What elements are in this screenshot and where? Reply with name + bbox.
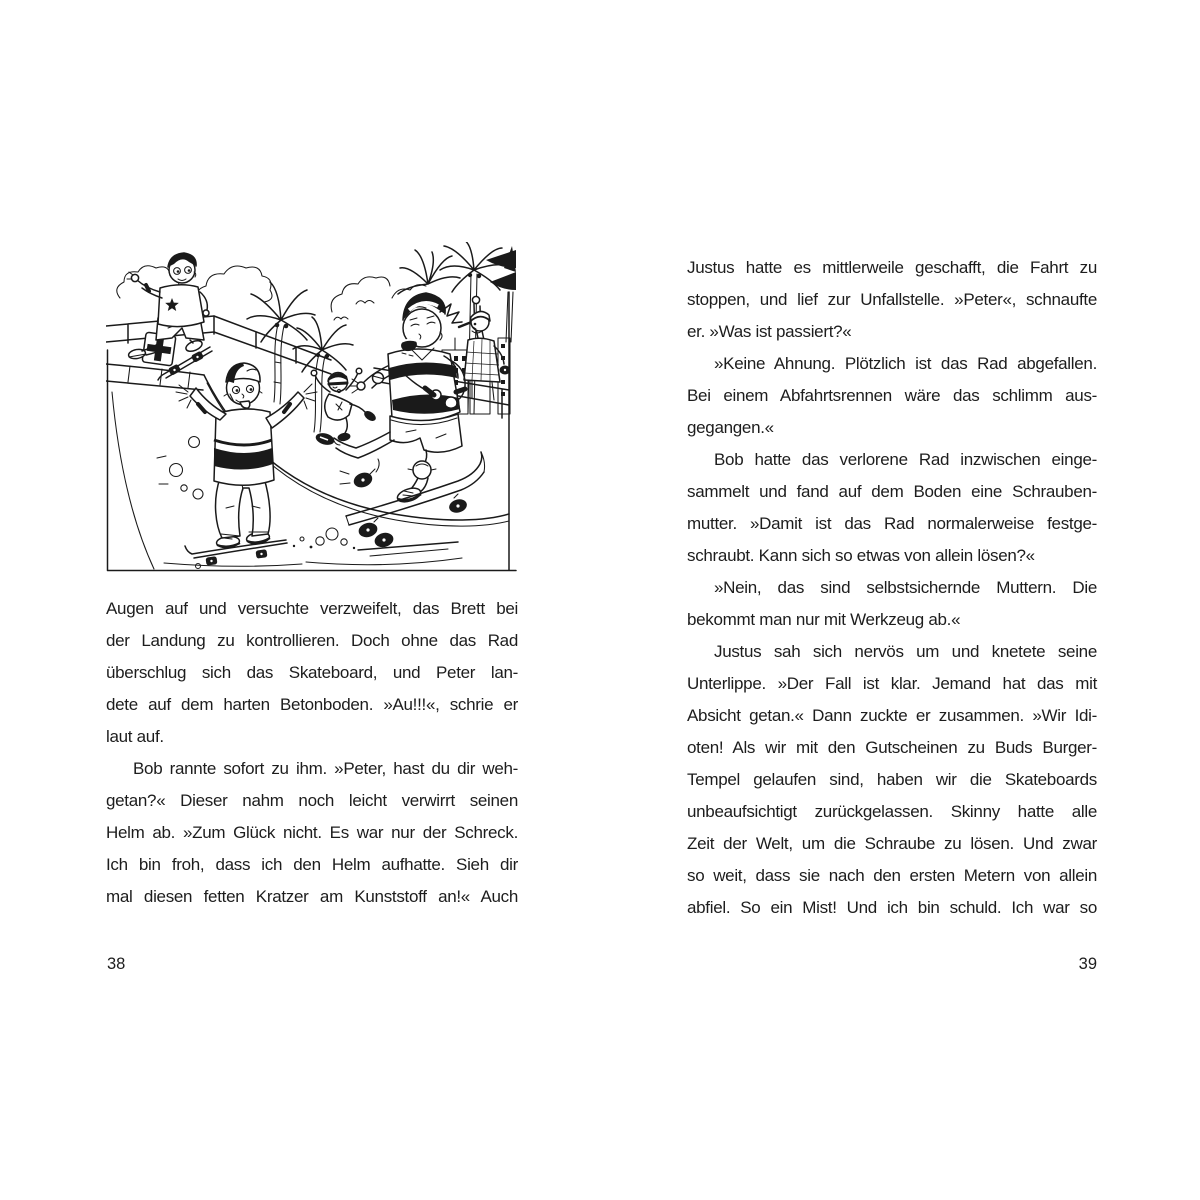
skatepark-illustration — [106, 242, 518, 572]
text-line: der Landung zu kontrollieren. Doch ohne das Rad — [106, 631, 518, 650]
text-line: Bob rannte sofort zu ihm. »Peter, hast du dir weh- — [133, 759, 518, 778]
text-line: Tempel gelaufen sind, haben wir die Skateboards — [687, 770, 1097, 789]
text-line: »Keine Ahnung. Plötzlich ist das Rad abgefallen. — [714, 354, 1097, 373]
birds — [334, 301, 374, 321]
text-line: unbeaufsichtigt zurückgelassen. Skinny hatte alle — [687, 802, 1097, 821]
right-text-block — [687, 252, 1097, 924]
text-line: getan?« Dieser nahm noch leicht verwirrt seinen — [106, 791, 518, 810]
page-left — [106, 242, 518, 913]
text-line: Augen auf und versuchte verzweifelt, das Brett bei — [106, 599, 518, 618]
text-line: Ich bin froh, dass ich den Helm aufhatte. Sieh dir — [106, 855, 518, 874]
text-line: laut auf. — [106, 727, 164, 746]
text-line: bekommt man nur mit Werkzeug ab.« — [687, 610, 961, 629]
text-line: abfiel. So ein Mist! Und ich bin schuld. Ich war so — [687, 898, 1097, 917]
text-line: so weit, dass sie nach den ersten Metern von allein — [687, 866, 1097, 885]
text-line: »Nein, das sind selbstsichernde Muttern. Die — [714, 578, 1097, 597]
text-line: dete auf dem harten Betonboden. »Au!!!«, schrie er — [106, 695, 518, 714]
text-line: schraubt. Kann sich so etwas von allein lösen?« — [687, 546, 1035, 565]
skater-justus — [157, 363, 317, 566]
page-number-left: 38 — [107, 955, 126, 973]
text-line: überschlug sich das Skateboard, und Peter lan- — [106, 663, 518, 682]
text-line: Unterlippe. »Der Fall ist klar. Jemand hat das mit — [687, 674, 1097, 693]
text-line: oten! Als wir mit den Gutscheinen zu Buds Burger- — [687, 738, 1097, 757]
text-line: Bob hatte das verlorene Rad inzwischen einge- — [714, 450, 1097, 469]
text-line: mal diesen fetten Kratzer am Kunststoff an!« Auch — [106, 887, 518, 906]
text-line: gegangen.« — [687, 418, 774, 437]
text-line: sammelt und fand auf dem Boden eine Schrauben- — [687, 482, 1097, 501]
text-line: Helm ab. »Zum Glück nicht. Es war nur der Schreck. — [106, 823, 518, 842]
text-line: Justus sah sich nervös um und knetete seine — [714, 642, 1097, 661]
page-right — [687, 252, 1097, 924]
text-line: Zeit der Welt, um die Schraube zu lösen. Und zwar — [687, 834, 1097, 853]
text-line: stoppen, und lief zur Unfallstelle. »Peter«, schnaufte — [687, 290, 1097, 309]
loose-wheel — [340, 459, 379, 490]
text-line: Bei einem Abfahrtsrennen wäre das schlimm aus- — [687, 386, 1097, 405]
text-line: er. »Was ist passiert?« — [687, 322, 852, 341]
left-text-block — [106, 593, 518, 913]
text-line: Absicht getan.« Dann zuckte er zusammen. »Wir Idi- — [687, 706, 1097, 725]
page-number-right: 39 — [1078, 955, 1097, 973]
text-line: mutter. »Damit ist das Rad normalerweise festge- — [687, 514, 1097, 533]
onlooker-skinny — [459, 296, 511, 400]
text-line: Justus hatte es mittlerweile geschafft, die Fahrt zu — [687, 258, 1097, 277]
